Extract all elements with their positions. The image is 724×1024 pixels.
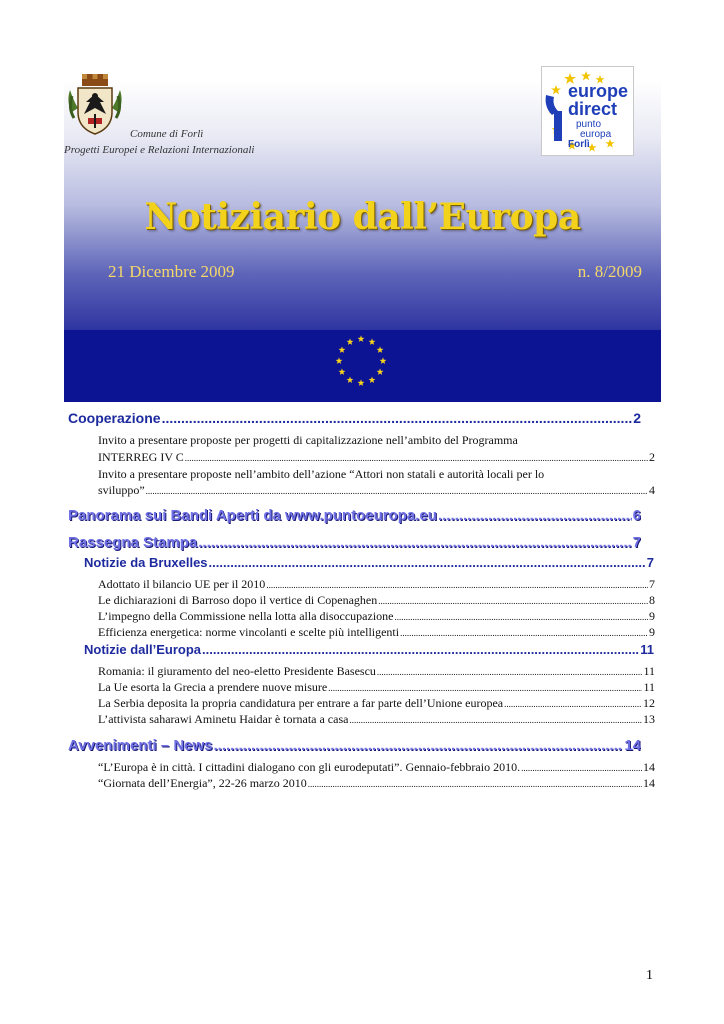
eu-star-icon — [377, 368, 384, 375]
eu-star-icon — [369, 338, 376, 345]
toc-europa-page: 11 — [640, 642, 654, 657]
toc-cooperazione[interactable] — [68, 410, 641, 426]
toc-europa-item[interactable] — [98, 712, 655, 727]
toc-leader — [198, 534, 631, 551]
toc-item-page: 11 — [643, 680, 655, 694]
europe-direct-logo — [541, 66, 634, 156]
toc-leader — [266, 580, 648, 590]
page-number: 1 — [646, 968, 653, 983]
toc-coop-item1-line1[interactable]: Invito a presentare proposte per progetti di capitalizzazione nell’ambito del Programma — [98, 433, 518, 447]
toc-leader — [377, 667, 643, 677]
eu-star-icon — [336, 357, 343, 364]
toc-europa-item[interactable] — [98, 696, 655, 711]
toc-item-page: 14 — [643, 760, 655, 774]
toc-leader — [349, 715, 642, 725]
forli-coat-of-arms-icon — [64, 72, 126, 138]
toc-leader — [328, 683, 642, 693]
toc-coop-item2[interactable] — [98, 483, 655, 498]
toc-item-page: 13 — [643, 712, 655, 726]
toc-europa-item[interactable] — [98, 680, 655, 695]
toc-leader — [214, 737, 624, 754]
toc-bruxelles-item[interactable] — [98, 625, 655, 640]
toc-bruxelles-label: Notizie da Bruxelles — [84, 555, 208, 570]
logo-line4: europa — [580, 129, 612, 140]
toc-leader — [185, 453, 648, 463]
issue-date: 21 Dicembre 2009 — [108, 262, 235, 281]
toc-leader — [394, 612, 648, 622]
europe-direct-logo-icon — [542, 67, 635, 157]
toc-leader — [400, 628, 648, 638]
toc-item-page: 9 — [649, 609, 655, 623]
toc-item-page: 14 — [643, 776, 655, 790]
logo-line3: punto — [576, 119, 602, 130]
eu-star-icon — [347, 338, 354, 345]
toc-leader — [438, 507, 632, 524]
toc-panorama[interactable] — [68, 507, 641, 524]
eu-star-icon — [339, 368, 346, 375]
toc-leader — [209, 555, 646, 570]
toc-leader — [162, 410, 633, 426]
toc-item-page: 7 — [649, 577, 655, 591]
eu-star-icon — [347, 376, 354, 383]
issue-number: n. 8/2009 — [577, 262, 642, 281]
toc-europa[interactable] — [84, 642, 654, 657]
toc-item-page: 8 — [649, 593, 655, 607]
toc-item-label: Adottato il bilancio UE per il 2010 — [98, 577, 266, 591]
toc-coop-item2-line1[interactable]: Invito a presentare proposte nell’ambito dell’azione “Attori non statali e autorità locali per lo — [98, 467, 545, 481]
toc-bruxelles[interactable] — [84, 555, 654, 570]
toc-panorama-label: Panorama sui Bandi Aperti da www.puntoeuropa.eu — [68, 507, 437, 524]
toc-coop-item1-line2: INTERREG IV C — [98, 450, 184, 464]
newsletter-title: Notiziario dall’Europa — [144, 196, 581, 238]
toc-leader — [202, 642, 639, 657]
toc-bruxelles-item[interactable] — [98, 593, 655, 608]
eu-star-icon — [377, 346, 384, 353]
toc-leader — [378, 596, 648, 606]
org-name: Comune di Forlì — [130, 128, 204, 140]
eu-flag-stars-icon — [331, 333, 391, 389]
toc-item-label: L’impegno della Commissione nella lotta alla disoccupazione — [98, 609, 394, 623]
toc-item-label: La Ue esorta la Grecia a prendere nuove misure — [98, 680, 328, 694]
toc-panorama-page: 6 — [632, 507, 641, 524]
logo-line2: direct — [568, 99, 618, 119]
logo-line5: Forlì — [568, 139, 590, 150]
toc-rassegna-label: Rassegna Stampa — [68, 534, 198, 551]
toc-avvenimenti-label: Avvenimenti – News — [68, 737, 213, 754]
eu-star-icon — [339, 346, 346, 353]
eu-star-icon — [380, 357, 387, 364]
eu-star-icon — [358, 335, 365, 342]
toc-cooperazione-page: 2 — [633, 410, 641, 426]
toc-avvenimenti-item[interactable] — [98, 776, 655, 791]
toc-bruxelles-item[interactable] — [98, 577, 655, 592]
eu-star-icon — [369, 376, 376, 383]
org-department: Progetti Europei e Relazioni Internazionali — [64, 144, 255, 156]
toc-item-label: Romania: il giuramento del neo-eletto Presidente Basescu — [98, 664, 376, 678]
toc-rassegna-page: 7 — [632, 534, 641, 551]
toc-avvenimenti[interactable] — [68, 737, 641, 754]
toc-item-page: 9 — [649, 625, 655, 639]
toc-bruxelles-item[interactable] — [98, 609, 655, 624]
toc-item-label: “L’Europa è in città. I cittadini dialogano con gli eurodeputati”. Gennaio-febbraio 2010. — [98, 760, 521, 774]
toc-cooperazione-label: Cooperazione — [68, 410, 161, 426]
toc-leader — [308, 779, 642, 789]
toc-rassegna[interactable] — [68, 534, 641, 551]
toc-europa-item[interactable] — [98, 664, 655, 679]
toc-item-label: L’attivista saharawi Aminetu Haidar è tornata a casa — [98, 712, 349, 726]
toc-coop-item2-page: 4 — [649, 483, 655, 497]
toc-leader — [504, 699, 642, 709]
toc-avvenimenti-page: 14 — [624, 737, 641, 754]
eu-star-icon — [358, 379, 365, 386]
toc-coop-item1[interactable] — [98, 450, 655, 465]
toc-coop-item1-page: 2 — [649, 450, 655, 464]
toc-bruxelles-page: 7 — [646, 555, 654, 570]
toc-leader — [146, 486, 648, 496]
toc-item-label: La Serbia deposita la propria candidatura per entrare a far parte dell’Unione europea — [98, 696, 504, 710]
toc-item-label: Le dichiarazioni di Barroso dopo il vertice di Copenaghen — [98, 593, 378, 607]
toc-item-page: 12 — [643, 696, 655, 710]
logo-line1: europe — [568, 81, 629, 101]
toc-item-label: Efficienza energetica: norme vincolanti e scelte più intelligenti — [98, 625, 400, 639]
toc-item-label: “Giornata dell’Energia”, 22-26 marzo 2010 — [98, 776, 307, 790]
toc-coop-item2-line2: sviluppo” — [98, 483, 145, 497]
toc-europa-label: Notizie dall’Europa — [84, 642, 202, 657]
toc-leader — [521, 763, 642, 773]
toc-item-page: 11 — [643, 664, 655, 678]
toc-avvenimenti-item[interactable] — [98, 760, 655, 775]
